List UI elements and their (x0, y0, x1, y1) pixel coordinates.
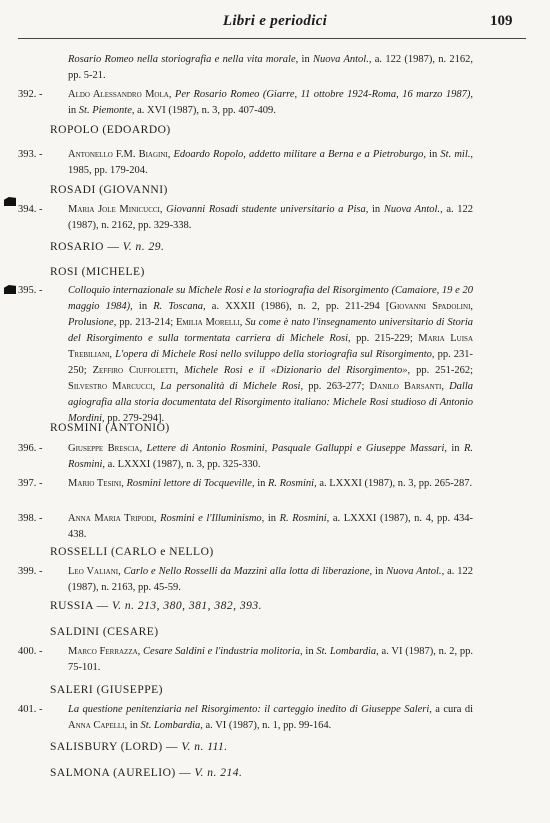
italic-text: V. n. 29. (122, 241, 165, 253)
text-run: SALMONA (AURELIO) — (50, 767, 195, 779)
text-run: , in (444, 443, 464, 454)
subject-heading: SALDINI (CESARE) (50, 626, 159, 638)
page-number: 109 (490, 13, 513, 29)
entry-text (68, 285, 473, 424)
subject-heading (50, 598, 262, 614)
text-run: , (168, 89, 175, 100)
subject-heading (50, 739, 228, 755)
text-run: , a. XVI (1987), n. 3, pp. 407-409. (131, 105, 276, 116)
entry-text (68, 646, 473, 673)
text-run: , (139, 443, 147, 454)
italic-text: Per Rosario Romeo (Giarre, 11 ottobre 1924-Roma, 16 marzo 1987) (174, 89, 471, 100)
text-run: , pp. 215-229; (348, 333, 419, 344)
italic-text: L'opera di Michele Rosi nello sviluppo della storiografia sul Risorgimento (115, 349, 432, 360)
italic-text: Nuova Antol. (312, 54, 369, 65)
text-run: , pp. 231-250; (68, 349, 474, 376)
italic-text: Nuova Antol. (383, 204, 441, 215)
entry-number: 396. - (18, 443, 43, 454)
text-run: , in (251, 478, 268, 489)
author-name: Zeffiro Ciuffoletti (92, 365, 176, 376)
entry-401 (18, 702, 473, 734)
italic-text: Michele Rosi e il «Dizionario del Risorgimento» (184, 365, 408, 376)
text-run: , a. 122 (1987), n. 2162, pp. 329-338. (68, 204, 473, 231)
text-run: , a cura di (429, 704, 473, 715)
entry-395 (18, 283, 474, 427)
text-run: , in (261, 513, 280, 524)
text-run: , 1985, pp. 179-204. (68, 149, 473, 176)
text-run: , (470, 301, 474, 312)
text-run: , in (68, 89, 473, 116)
text-run: , in (124, 720, 141, 731)
entry-text (68, 54, 473, 81)
author-name: Anna Maria Tripodi (68, 513, 154, 524)
italic-text: V. n. 213, 380, 381, 382, 393. (112, 600, 262, 612)
author-name: Danilo Barsanti (369, 381, 442, 392)
entry-number: 398. - (18, 513, 43, 524)
author-name: Silvestro Marcucci (68, 381, 153, 392)
italic-text: Cesare Saldini e l'industria molitoria (143, 646, 301, 657)
italic-text: R. Rosmini (68, 443, 473, 470)
entry-399 (18, 564, 473, 596)
entry-number: 393. - (18, 149, 43, 160)
italic-text: Carlo e Nello Rosselli da Mazzini alla lotta di liberazione (123, 566, 370, 577)
entry-continuation (68, 52, 473, 84)
text-run: , (175, 365, 185, 376)
text-run: , (153, 513, 161, 524)
entry-number: 399. - (18, 566, 43, 577)
entry-393 (18, 147, 473, 179)
text-run: , in (295, 54, 313, 65)
text-run: , pp. 251-262; (407, 365, 473, 376)
entry-number: 395. - (18, 285, 43, 296)
marginal-mark (4, 285, 16, 294)
italic-text: Edoardo Ropolo, addetto militare a Berna e a Pietroburgo (173, 149, 424, 160)
entry-394 (18, 202, 473, 234)
subject-heading: ROSI (MICHELE) (50, 266, 145, 278)
entry-number: 394. - (18, 204, 43, 215)
italic-text: Nuova Antol. (386, 566, 442, 577)
italic-text: Giovanni Rosadi studente universitario a Pisa (166, 204, 366, 215)
text-run: RUSSIA — (50, 600, 113, 612)
author-name: Marco Ferrazza (68, 646, 138, 657)
italic-text: St. Lombardia (140, 720, 201, 731)
italic-text: R. Rosmini (267, 478, 315, 489)
text-run: , in (369, 566, 387, 577)
marginal-mark (4, 197, 16, 206)
text-run: , a. 122 (1987), n. 2162, pp. 5-21. (68, 54, 473, 81)
text-run: , in (365, 204, 384, 215)
entry-392 (18, 87, 473, 119)
italic-text: Lettere di Antonio Rosmini, Pasquale Galluppi e Giuseppe Massari (146, 443, 445, 454)
text-run: , pp. 263-277; (300, 381, 370, 392)
text-run: , (152, 381, 161, 392)
author-name: Aldo Alessandro Mola (68, 89, 169, 100)
entry-text (68, 513, 473, 540)
italic-text: Colloquio internazionale su Michele Rosi e la storiografia del Risorgimento (Camaiore, 19 e 20 maggio 1984) (68, 285, 473, 312)
text-run: , (239, 317, 246, 328)
author-name: Maria Jole Minicucci (68, 204, 160, 215)
italic-text: La personalità di Michele Rosi (160, 381, 301, 392)
entry-text (68, 478, 472, 489)
text-run: , (167, 149, 174, 160)
text-run: , pp. 279-294]. (102, 413, 165, 424)
subject-heading: ROSMINI (ANTONIO) (50, 422, 170, 434)
text-run: , in (130, 301, 154, 312)
italic-text: Rosario Romeo nella storiografia e nella vita morale (68, 54, 296, 65)
entry-text (68, 566, 473, 593)
italic-text: La questione penitenziaria nel Risorgimento: il carteggio inedito di Giuseppe Saleri (68, 704, 430, 715)
entry-396 (18, 441, 473, 473)
entry-text (68, 149, 473, 176)
text-run: , (159, 204, 167, 215)
subject-heading (50, 239, 164, 255)
entry-number: 400. - (18, 646, 43, 657)
italic-text: St. Piemonte (78, 105, 132, 116)
entry-number: 401. - (18, 704, 43, 715)
italic-text: Rosmini lettore di Tocqueville (126, 478, 252, 489)
author-name: Antonello F.M. Biagini (68, 149, 168, 160)
text-run: , (121, 478, 127, 489)
entry-text (68, 89, 473, 116)
text-run: , pp. 213-214; (113, 317, 177, 328)
author-name: Anna Capelli (68, 720, 125, 731)
author-name: Mario Tesini (68, 478, 122, 489)
text-run: , a. VI (1987), n. 2, pp. 75-101. (68, 646, 473, 673)
italic-text: V. n. 214. (194, 767, 243, 779)
text-run: , a. LXXXI (1987), n. 3, pp. 325-330. (102, 459, 261, 470)
subject-heading: ROSADI (GIOVANNI) (50, 184, 168, 196)
text-run: , (137, 646, 144, 657)
text-run: , a. LXXXI (1987), n. 4, pp. 434-438. (68, 513, 473, 540)
subject-heading: SALERI (GIUSEPPE) (50, 684, 163, 696)
text-run: , in (300, 646, 317, 657)
entry-text (68, 443, 473, 470)
author-name: Emilia Morelli (176, 317, 240, 328)
italic-text: R. Rosmini (279, 513, 327, 524)
text-run: , a. 122 (1987), n. 2163, pp. 45-59. (68, 566, 473, 593)
italic-text: Rosmini e l'Illuminismo (160, 513, 262, 524)
author-name: Leo Valiani (68, 566, 119, 577)
author-name: Giovanni Spadolini (389, 301, 471, 312)
text-run: , (118, 566, 124, 577)
text-run: SALISBURY (LORD) — (50, 741, 182, 753)
italic-text: Prolusione (68, 317, 114, 328)
italic-text: R. Toscana (153, 301, 204, 312)
entry-text (68, 204, 473, 231)
text-run: , (109, 349, 116, 360)
subject-heading (50, 765, 242, 781)
italic-text: St. Lombardia (316, 646, 377, 657)
text-run: , (441, 381, 450, 392)
entry-number: 397. - (18, 478, 43, 489)
author-name: Giuseppe Brescia (68, 443, 140, 454)
text-run: , a. XXXII (1986), n. 2, pp. 211-294 [ (203, 301, 390, 312)
subject-heading: ROSSELLI (CARLO e NELLO) (50, 546, 214, 558)
text-run: , a. LXXXI (1987), n. 3, pp. 265-287. (314, 478, 473, 489)
entry-text (68, 704, 473, 731)
subject-heading: ROPOLO (EDOARDO) (50, 124, 171, 136)
entry-400 (18, 644, 473, 676)
entry-398 (18, 511, 473, 543)
text-run: ROSARIO — (50, 241, 123, 253)
entry-number: 392. - (18, 89, 43, 100)
author-name: Maria Luisa Trebiliani (68, 333, 474, 360)
italic-text: V. n. 111. (181, 741, 228, 753)
text-run: , a. VI (1987), n. 1, pp. 99-164. (200, 720, 332, 731)
entry-397 (18, 476, 473, 492)
italic-text: Dalla agiografia alla storia documentata del Risorgimento italiano: Michele Rosi studioso di Antonio Mordini (68, 381, 474, 424)
text-run: , in (423, 149, 441, 160)
running-header-title: Libri e periodici (222, 13, 328, 29)
italic-text: Su come è nato l'insegnamento universitario di Storia del Risorgimento e sulla tormentata carriera di Michele Rosi (68, 317, 473, 344)
italic-text: St. mil. (440, 149, 471, 160)
header-rule (18, 38, 526, 39)
